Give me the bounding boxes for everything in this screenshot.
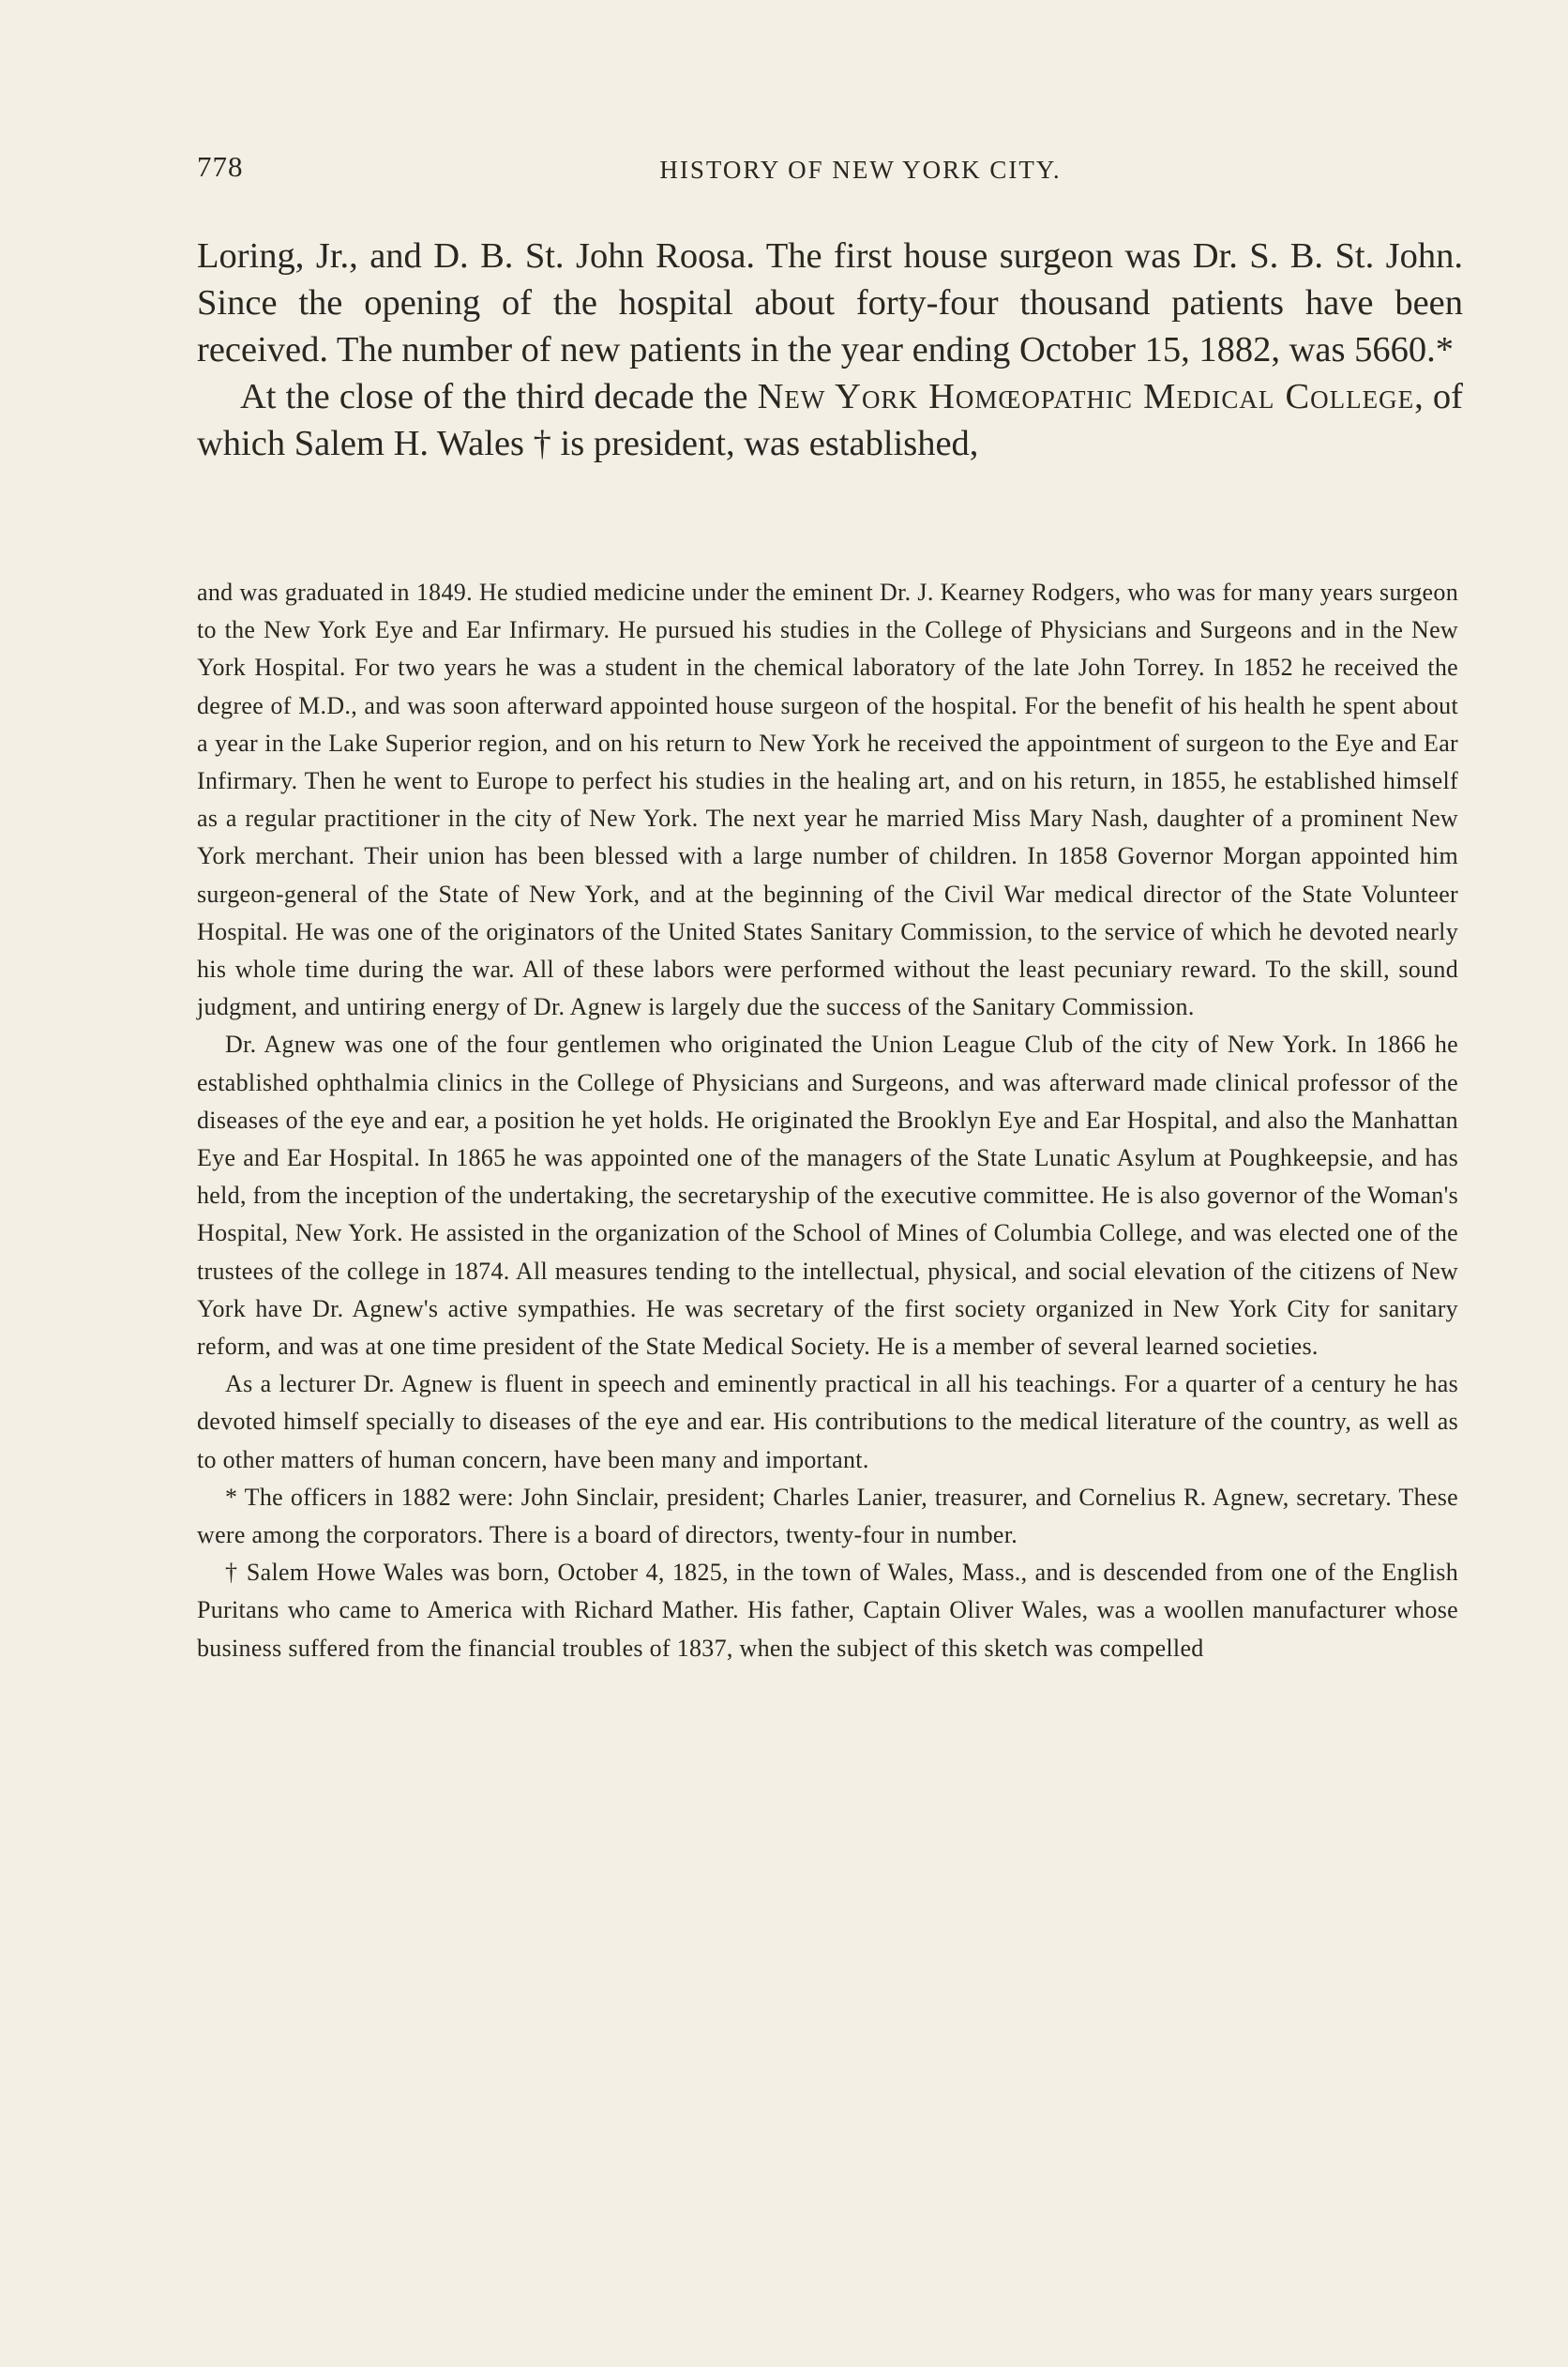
main-paragraph-2-after: , of which Salem H. Wales † is president, was established,: [197, 377, 1463, 463]
main-paragraph-1: Loring, Jr., and D. B. St. John Roosa. The first house surgeon was Dr. S. B. St. John. Since the opening of the hospital about forty-four thousand patients have been received. The number of new patients in the year ending October 15, 1882, was 5660.*: [197, 236, 1463, 369]
page-header: [197, 150, 1458, 191]
page-number: 778: [197, 150, 244, 183]
footnote-paragraph-2: Dr. Agnew was one of the four gentlemen who originated the Union League Club of the city of New York. In 1866 he established ophthalmia clinics in the College of Physicians and Surgeons, and was afterward made clinical professor of the diseases of the eye and ear, a position he yet holds. He originated the Brooklyn Eye and Ear Hospital, and also the Manhattan Eye and Ear Hospital. In 1865 he was appointed one of the managers of the State Lunatic Asylum at Poughkeepsie, and has held, from the inception of the undertaking, the secretaryship of the executive committee. He is also governor of the Woman's Hospital, New York. He assisted in the organization of the School of Mines of Columbia College, and was elected one of the trustees of the college in 1874. All measures tending to the intellectual, physical, and social elevation of the citizens of New York have Dr. Agnew's active sympathies. He was secretary of the first society organized in New York City for sanitary reform, and was at one time president of the State Medical Society. He is a member of several learned societies.: [197, 1031, 1458, 1361]
running-head: HISTORY OF NEW YORK CITY.: [659, 156, 1062, 184]
footnote-paragraph-3: As a lecturer Dr. Agnew is fluent in speech and eminently practical in all his teachings. For a quarter of a century he has devoted himself specially to diseases of the eye and ear. His contributions to the medical literature of the country, as well as to other matters of human concern, have been many and important.: [197, 1370, 1458, 1473]
college-name: New York Homœopathic Medical College: [757, 377, 1415, 416]
footnote-salem-wales: † Salem Howe Wales was born, October 4, 1825, in the town of Wales, Mass., and is descended from one of the English Puritans who came to America with Richard Mather. His father, Captain Oliver Wales, was a woollen manufacturer whose business suffered from the financial troubles of 1837, when the subject of this sketch was compelled: [197, 1559, 1458, 1662]
main-paragraph-2: [197, 373, 1463, 467]
footnotes: [197, 574, 1458, 1667]
footnote-paragraph-1: and was graduated in 1849. He studied medicine under the eminent Dr. J. Kearney Rodgers, who was for many years surgeon to the New York Eye and Ear Infirmary. He pursued his studies in the College of Physicians and Surgeons and in the New York Hospital. For two years he was a student in the chemical laboratory of the late John Torrey. In 1852 he received the degree of M.D., and was soon afterward appointed house surgeon of the hospital. For the benefit of his health he spent about a year in the Lake Superior region, and on his return to New York he received the appointment of surgeon to the Eye and Ear Infirmary. Then he went to Europe to perfect his studies in the healing art, and on his return, in 1855, he established himself as a regular practitioner in the city of New York. The next year he married Miss Mary Nash, daughter of a prominent New York merchant. Their union has been blessed with a large number of children. In 1858 Governor Morgan appointed him surgeon-general of the State of New York, and at the beginning of the Civil War medical director of the State Volunteer Hospital. He was one of the originators of the United States Sanitary Commission, to the service of which he devoted nearly his whole time during the war. All of these labors were performed without the least pecuniary reward. To the skill, sound judgment, and untiring energy of Dr. Agnew is largely due the success of the Sanitary Commission.: [197, 579, 1458, 1021]
main-paragraph-2-before: At the close of the third decade the: [240, 377, 758, 416]
main-text: [197, 233, 1463, 467]
footnote-officers: * The officers in 1882 were: John Sinclair, president; Charles Lanier, treasurer, and Cornelius R. Agnew, secretary. These were among the corporators. There is a board of directors, twenty-four in number.: [197, 1483, 1458, 1549]
